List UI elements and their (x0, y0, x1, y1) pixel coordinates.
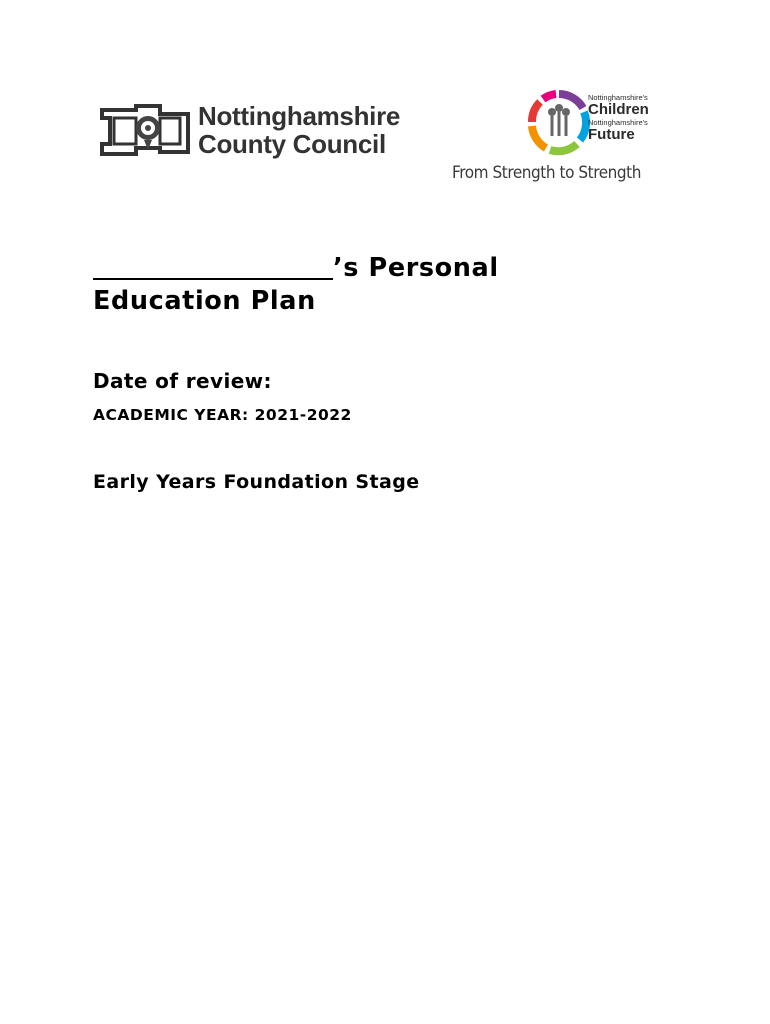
ncc-logo-line1: Nottinghamshire (198, 101, 401, 131)
nottinghamshires-children-future-logo (528, 88, 658, 160)
document-title (93, 252, 693, 318)
date-of-review-label: Date of review: (93, 369, 272, 393)
ncc-logo-text (198, 102, 400, 158)
ncf-big-line2: Future (588, 126, 635, 143)
ncc-logo-line2: County Council (198, 129, 386, 159)
stage-heading: Early Years Foundation Stage (93, 471, 420, 493)
academic-year: ACADEMIC YEAR: 2021-2022 (93, 406, 352, 424)
slogan: From Strength to Strength (452, 163, 641, 183)
ncc-crest-icon (100, 104, 190, 156)
title-line2: Education Plan (93, 286, 316, 316)
title-suffix: ’s Personal (333, 253, 499, 283)
colour-wheel-icon (528, 88, 590, 156)
ncf-big-line1: Children (588, 101, 649, 118)
ncf-small-line1: Nottinghamshire's (588, 93, 648, 102)
ncf-small-line2: Nottinghamshire's (588, 118, 648, 127)
name-blank-line[interactable] (93, 252, 333, 280)
ncf-logo-text (588, 93, 649, 143)
nottinghamshire-county-council-logo (100, 100, 435, 160)
